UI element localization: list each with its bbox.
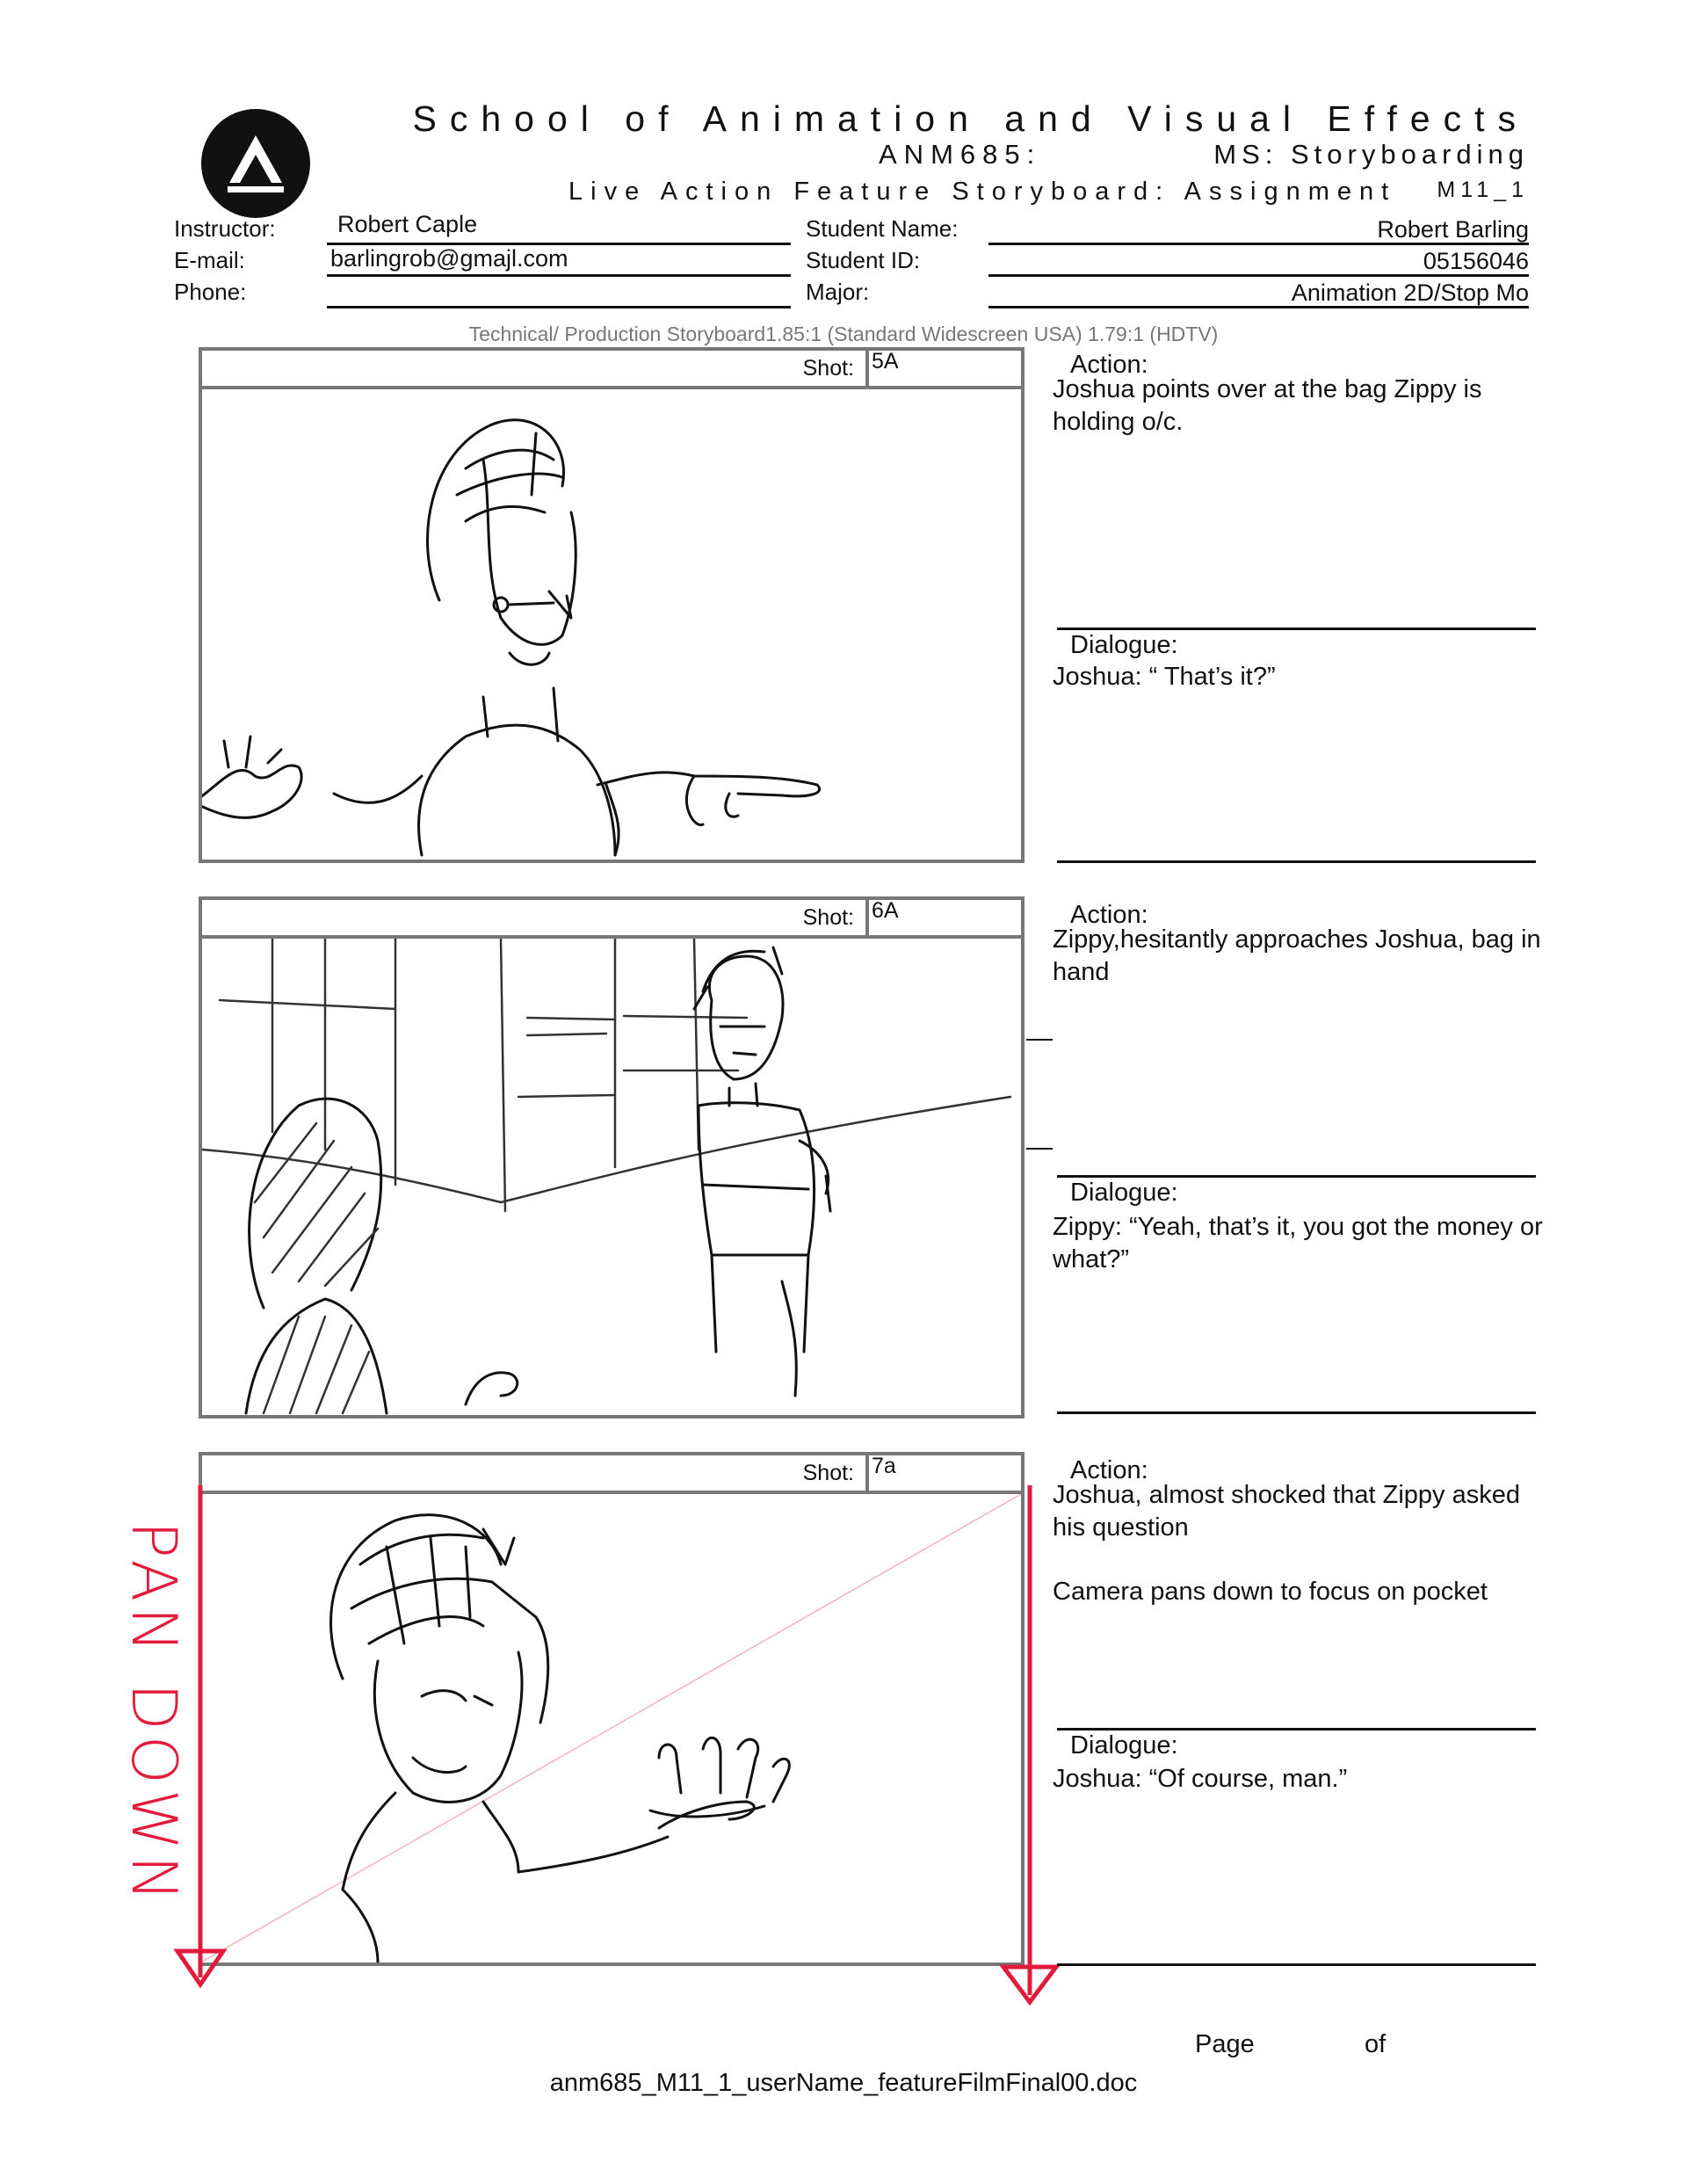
dialogue-label: Dialogue:: [1070, 631, 1178, 659]
shot-label: Shot:: [802, 356, 854, 381]
sketch-zippy-approaching: [202, 939, 1021, 1415]
student-name-line: [988, 243, 1529, 245]
student-id-line: [988, 274, 1529, 277]
triangle-logo-icon: [201, 109, 310, 218]
dialogue-label: Dialogue:: [1070, 1731, 1178, 1760]
email-value: barlingrob@gmajl.com: [330, 245, 568, 272]
stray-mark: [1026, 1039, 1053, 1041]
panel-frame: [202, 389, 1021, 860]
sketch-joshua-pointing: [202, 389, 1021, 860]
school-title: School of Animation and Visual Effects: [412, 98, 1529, 139]
pan-down-label: PAN DOWN: [118, 1520, 190, 1907]
major-value: Animation 2D/Stop Mo: [1291, 279, 1529, 306]
action-text: Zippy,hesitantly approaches Joshua, bag in hand: [1053, 925, 1541, 986]
of-label: of: [1365, 2030, 1387, 2058]
shot-label: Shot:: [802, 905, 854, 930]
dialogue-rule: [1057, 860, 1536, 863]
storyboard-panel-2: [199, 896, 1025, 1419]
storyboard-panel-1: [199, 347, 1025, 863]
dialogue-text: Joshua: “Of course, man.”: [1053, 1765, 1348, 1793]
dialogue-text: Joshua: “ That’s it?”: [1053, 663, 1276, 691]
action-rule: [1057, 1175, 1536, 1178]
dialogue-text: Zippy: “Yeah, that’s it, you got the money or what?”: [1053, 1213, 1543, 1273]
shot-divider: [865, 900, 869, 939]
stray-mark: [1026, 1148, 1053, 1150]
instructor-value: Robert Caple: [337, 211, 478, 237]
action-label: Action:: [1070, 1456, 1148, 1484]
shot-divider: [865, 351, 869, 389]
action-label: Action:: [1070, 351, 1148, 379]
major-line: [988, 306, 1529, 308]
phone-label: Phone:: [174, 279, 247, 305]
module-code: M11_1: [1437, 178, 1529, 202]
student-name-label: Student Name:: [806, 215, 959, 242]
program-name: MS: Storyboarding: [1213, 139, 1529, 170]
action-rule: [1057, 628, 1536, 630]
action-text: Joshua, almost shocked that Zippy asked his question: [1053, 1481, 1520, 1542]
dialogue-label: Dialogue:: [1070, 1179, 1178, 1207]
technical-note: Technical/ Production Storyboard1.85:1 (Standard Widescreen USA) 1.79:1 (HDTV): [468, 323, 1219, 345]
assignment-title: Live Action Feature Storyboard: Assignment: [568, 178, 1397, 206]
email-label: E-mail:: [174, 247, 245, 273]
action-rule: [1057, 1728, 1536, 1731]
student-id-value: 05156046: [1423, 248, 1529, 274]
shot-number: 7a: [872, 1454, 896, 1478]
dialogue-rule: [1057, 1411, 1536, 1414]
course-code: ANM685:: [879, 139, 1042, 170]
shot-number: 6A: [872, 898, 899, 923]
instructor-label: Instructor:: [174, 215, 276, 242]
panel-frame: [202, 939, 1021, 1415]
panel-header: [202, 351, 1021, 389]
student-id-label: Student ID:: [806, 247, 921, 273]
email-line: [327, 274, 791, 277]
school-logo: [201, 109, 310, 218]
action-text-2: Camera pans down to focus on pocket: [1053, 1578, 1488, 1606]
panel-header: [202, 900, 1021, 939]
phone-line: [327, 306, 791, 308]
dialogue-rule: [1057, 1963, 1536, 1966]
page-label: Page: [1195, 2030, 1255, 2058]
action-text: Joshua points over at the bag Zippy is holding o/c.: [1053, 375, 1482, 436]
student-name-value: Robert Barling: [1377, 216, 1529, 243]
major-label: Major:: [806, 279, 870, 305]
pan-down-annotation: [118, 1520, 190, 1907]
shot-label: Shot:: [802, 1461, 854, 1485]
shot-number: 5A: [872, 349, 899, 374]
pan-down-arrows: [167, 1485, 1081, 2013]
action-label: Action:: [1070, 901, 1148, 929]
file-name: anm685_M11_1_userName_featureFilmFinal00.doc: [549, 2069, 1138, 2097]
